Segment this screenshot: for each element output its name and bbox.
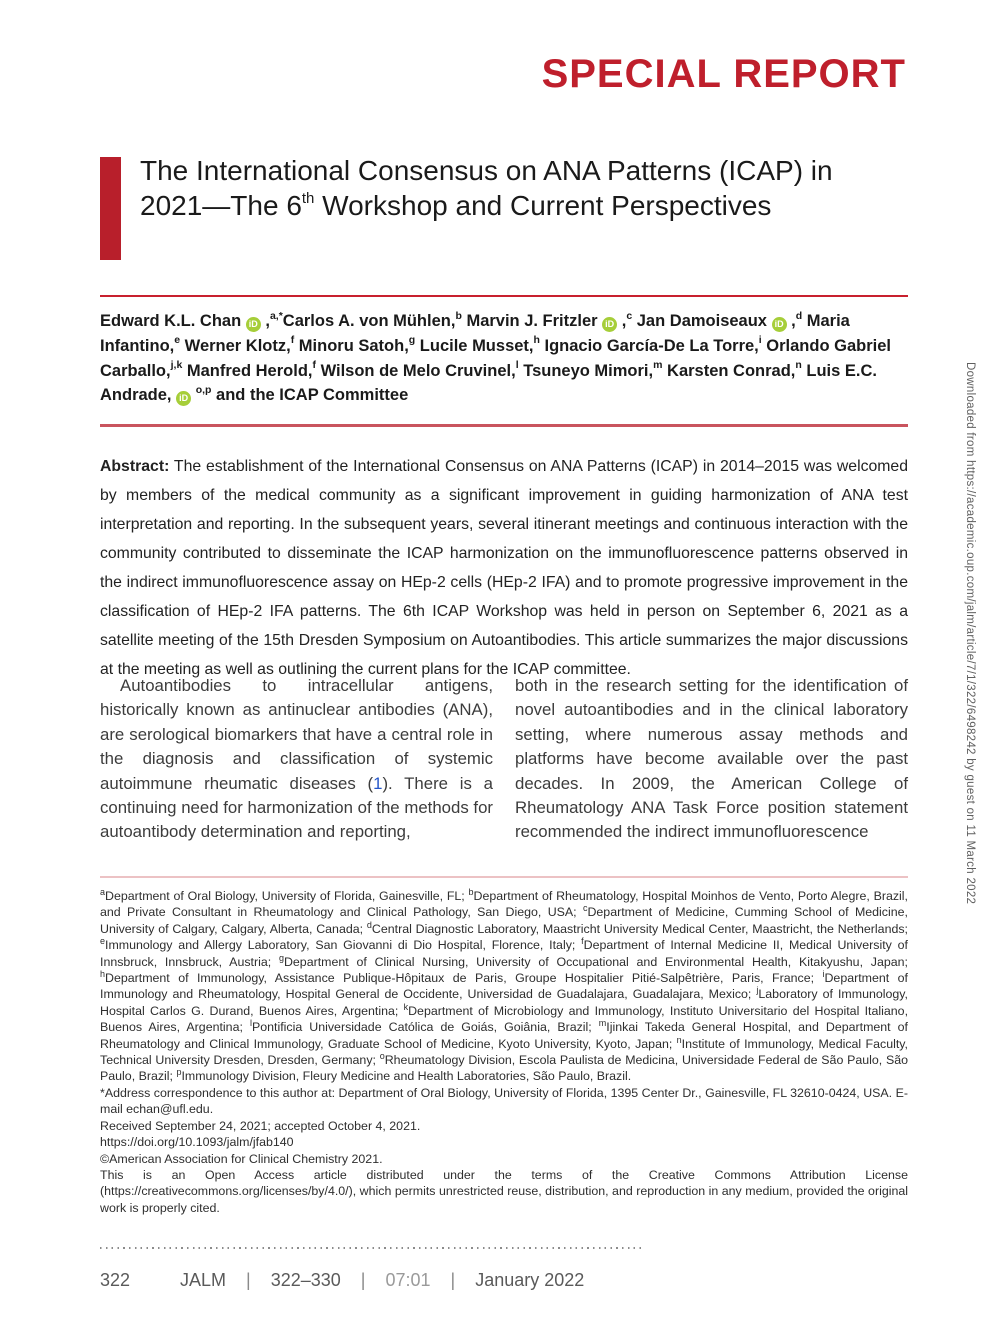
body-columns	[100, 674, 908, 845]
orcid-icon[interactable]: iD	[246, 317, 261, 332]
download-watermark: Downloaded from https://academic.oup.com/jalm/article/7/1/322/6498242 by guest on 11 March 2022	[964, 362, 976, 905]
copyright-note: ©American Association for Clinical Chemistry 2021.	[100, 1151, 383, 1166]
orcid-icon[interactable]: iD	[772, 317, 787, 332]
rule-above-footnotes	[100, 876, 908, 878]
superscript-note: n	[676, 1034, 682, 1045]
superscript-note: p	[176, 1067, 182, 1078]
footer-page-number: 322	[100, 1270, 131, 1290]
footer-separator: |	[360, 1270, 366, 1290]
page-title	[140, 153, 880, 223]
superscript-note: c	[626, 309, 633, 322]
footer-separator: |	[246, 1270, 251, 1290]
superscript-note: o	[379, 1050, 385, 1061]
superscript-note: h	[100, 968, 106, 979]
rule-above-authors	[100, 295, 908, 297]
superscript-note: b	[468, 886, 474, 897]
title-text-post: Workshop and Current Perspectives	[314, 190, 772, 221]
reference-link[interactable]: 1	[373, 773, 383, 793]
rule-below-authors	[100, 424, 908, 427]
superscript-note: k	[403, 1001, 409, 1012]
superscript-note: g	[278, 952, 284, 963]
footer-page-range: 322–330	[270, 1270, 341, 1290]
footer-separator: |	[450, 1270, 456, 1290]
footer-volume-issue: 07:01	[385, 1270, 431, 1290]
superscript-note: f	[581, 936, 584, 947]
superscript-note: m	[653, 359, 663, 372]
superscript-note: e	[100, 936, 106, 947]
received-note: Received September 24, 2021; accepted October 4, 2021.	[100, 1118, 421, 1133]
abstract-label: Abstract:	[100, 458, 170, 475]
superscript-note: c	[582, 903, 588, 914]
license-note: This is an Open Access article distributed under the terms of the Creative Commons Attribution License (https://creativecommons.org/licenses/by/4.0/), which permits unrestricted reuse, distribution, and reproduction in any medium, provided the original work is properly cited.	[100, 1167, 908, 1215]
body-paragraph-right: both in the research setting for the identification of novel autoantibodies and in the clinical laboratory setting, where numerous assay methods and platforms have become available over the past decades. In 2009, the American College of Rheumatology ANA Task Force position statement recommended the indirect immunofluorescence	[515, 676, 908, 842]
superscript-note: e	[174, 334, 181, 347]
superscript-note: l	[249, 1018, 252, 1029]
section-kicker: SPECIAL REPORT	[541, 52, 906, 96]
superscript-note: l	[515, 359, 519, 372]
doi-text: https://doi.org/10.1093/jalm/jfab140	[100, 1135, 294, 1150]
superscript-note: b	[455, 309, 462, 322]
body-column-left	[100, 674, 493, 845]
superscript-note: g	[408, 334, 416, 347]
author-byline: Edward K.L. Chan iD ,$^{a,*}$Carlos A. von Mühlen,$^b$ Marvin J. Fritzler iD ,$^c$ Jan Damoiseaux iD ,$^d$ Maria Infantino,$^e$ Werner Klotz,$^f$ Minoru Satoh,$^g$ Lucile Musset,$^h$ Ignacio García-De La Torre,$^i$ Orlando Gabriel Carballo,$^{j,k}$ Manfred Herold,$^f$ Wilson de Melo Cruvinel,$^l$ Tsuneyo Mimori,$^m$ Karsten Conrad,$^n$ Luis E.C. Andrade, iD $^{o,p}$ and the ICAP Committee	[100, 309, 891, 405]
orcid-icon[interactable]: iD	[176, 391, 191, 406]
abstract-paragraph	[100, 452, 908, 684]
superscript-note: d	[366, 919, 372, 930]
superscript-note: a	[100, 886, 106, 897]
footer-date: January 2022	[475, 1270, 585, 1290]
superscript-note: j	[756, 985, 759, 996]
orcid-icon[interactable]: iD	[602, 317, 617, 332]
footer-dotted-rule	[100, 1247, 645, 1249]
page-footer	[100, 1270, 860, 1291]
superscript-note: i	[758, 334, 762, 347]
superscript-note: o,p	[195, 383, 212, 396]
title-superscript: th	[301, 189, 315, 207]
superscript-note: n	[795, 359, 802, 372]
superscript-note: f	[312, 359, 316, 372]
footer-journal-abbrev: JALM	[180, 1270, 227, 1290]
abstract-text: The establishment of the International Consensus on ANA Patterns (ICAP) in 2014–2015 was welcomed by members of the medical community as a significant improvement in guiding harmonization of ANA test interpretation and reporting. In the subsequent years, several itinerant meetings and continuous interaction with the community contributed to disseminate the ICAP harmonization on the immunofluorescence patterns observed in the indirect immunofluorescence assay on HEp-2 cells (HEp-2 IFA) and to promote progressive improvement in the classification of HEp-2 IFA patterns. The 6th ICAP Workshop was held in person on September 6, 2021 as a satellite meeting of the 15th Dresden Symposium on Autoantibodies. This article summarizes the major discussions at the meeting as well as outlining the current plans for the ICAP committee.	[100, 458, 908, 678]
superscript-note: i	[822, 968, 825, 979]
affiliations-paragraph: $^a$Department of Oral Biology, University of Florida, Gainesville, FL; $^b$Department of Rheumatology, Hospital Moinhos de Vento, Porto Alegre, Brazil, and Private Consultant in Rheumatology and Clinical Pathology, San Diego, USA; $^c$Department of Medicine, Cumming School of Medicine, University of Calgary, Calgary, Alberta, Canada; $^d$Central Diagnostic Laboratory, Maastricht University Medical Center, Maastricht, the Netherlands; $^e$Immunology and Allergy Laboratory, San Giovanni di Dio Hospital, Florence, Italy; $^f$Department of Internal Medicine II, Medical University of Innsbruck, Innsbruck, Austria; $^g$Department of Clinical Nursing, University of Occupational and Environmental Health, Kitakyushu, Japan; $^h$Department of Immunology, Assistance Publique-Hôpitaux de Paris, Groupe Hospitalier Pitié-Salpêtrière, Paris, France; $^i$Department of Immunology and Rheumatology, Hospital General de Occidente, Universidad de Guadalajara, Guadalajara, Mexico; $^j$Laboratory of Immunology, Hospital Carlos G. Durand, Buenos Aires, Argentina; $^k$Department of Microbiology and Immunology, Instituto Universitario del Hospital Italiano, Buenos Aires, Argentina; $^l$Pontificia Universidade Católica de Goiás, Goiânia, Brazil; $^m$Ijinkai Takeda General Hospital, and Department of Rheumatology and Clinical Immunology, Graduate School of Medicine, Kyoto University, Kyoto, Japan; $^n$Institute of Immunology, Medical Faculty, Technical University Dresden, Dresden, Germany; $^o$Rheumatology Division, Escola Paulista de Medicina, Universidade Federal de São Paulo, São Paulo, Brazil; $^p$Immunology Division, Fleury Medicine and Health Laboratories, São Paulo, Brazil.	[100, 886, 909, 1084]
footnotes-block	[100, 888, 908, 1216]
superscript-note: d	[795, 309, 803, 322]
correspondence-note: *Address correspondence to this author at: Department of Oral Biology, University of Florida, 1395 Center Dr., Gainesville, FL 32610-0424, USA. E-mail echan@ufl.edu.	[100, 1085, 908, 1117]
body-paragraph-left: Autoantibodies to intracellular antigens, historically known as antinuclear antibodies (ANA), are serological biomarkers that have a central role in the diagnosis and classification of systemic autoimmune rheumatic diseases (1). There is a continuing need for harmonization of the methods for autoantibody determination and reporting,	[100, 676, 493, 842]
superscript-note: f	[290, 334, 295, 347]
superscript-note: j,k	[170, 359, 183, 372]
title-accent-bar	[100, 157, 121, 260]
title-text-pre: The International Consensus on ANA Patterns (ICAP) in 2021—The 6	[140, 155, 833, 221]
body-column-right	[515, 674, 908, 845]
superscript-note: m	[598, 1018, 607, 1029]
superscript-note: a,*	[269, 309, 283, 322]
superscript-note: h	[533, 334, 540, 347]
